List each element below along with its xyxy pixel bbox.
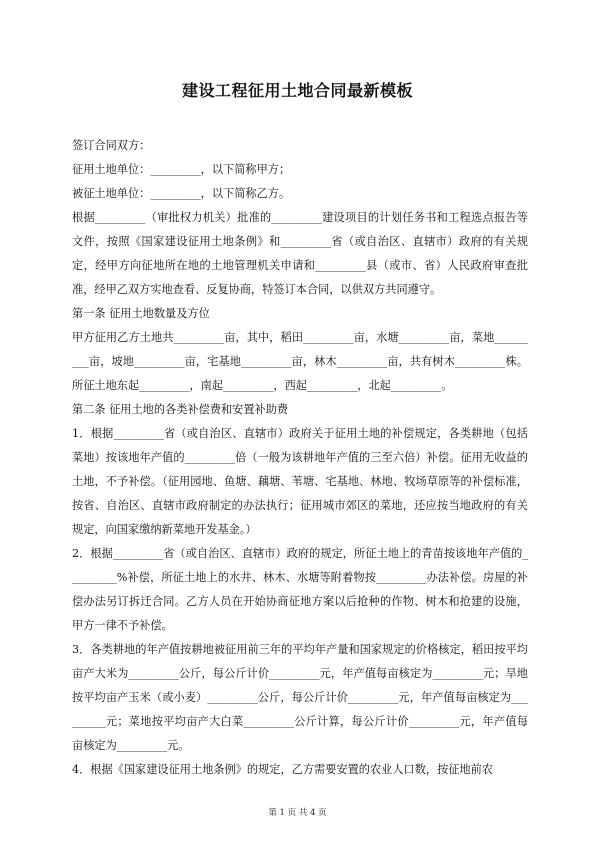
clause-3-paragraph: 3．各类耕地的年产值按耕地被征用前三年的平均年产量和国家规定的价格核定，稻田按平均亩产大米为_________公斤，每公斤计价_________元，年产值每亩核定为_________元；旱地按平均亩产玉米（或小麦）_________公斤，每公斤计价_________元，年产值每亩核定为_________元；菜地按平均亩产大白菜_________公斤计算，每公斤计价_________元，年产值每亩核定为_________元。 [72, 643, 528, 752]
preamble-paragraph: 根据_________（审批权力机关）批准的_________建设项目的计划任务书和工程选点报告等文件，按照《国家建设征用土地条例》和_________省（或自治区、直辖市）政府的有关规定，经甲方向征地所在地的土地管理机关申请和_________县（或市、省）人民政府审查批准，经甲乙双方实地查看、反复协商，特签订本合同，以供双方共同遵守。 [72, 211, 528, 296]
party-b-line: 被征土地单位：_________，以下简称乙方。 [72, 187, 291, 200]
clause-4-paragraph: 4．根据《国家建设征用土地条例》的规定，乙方需要安置的农业人口数，按征地前农 [72, 763, 494, 776]
parties-heading: 签订合同双方： [72, 139, 151, 152]
article-2-heading: 第二条 征用土地的各类补偿费和安置补助费 [72, 403, 289, 416]
article-1-paragraph: 甲方征用乙方土地共_________亩，其中，稻田_________亩，水塘_________亩，菜地_________亩，坡地_________亩，宅基地_________亩，林木_________亩，共有树木_________株。所征土地东起_________，南起_________，西起_________，北起_________。 [72, 331, 528, 392]
party-a-line: 征用土地单位：_________，以下简称甲方； [72, 163, 291, 176]
page-footer: 第 1 页 共 4 页 [268, 808, 327, 818]
document-body [72, 134, 528, 782]
document-title: 建设工程征用土地合同最新模板 [181, 81, 413, 100]
clause-2-paragraph: 2．根据_________省（或自治区、直辖市）政府的规定，所征土地上的青苗按该地年产值的_________%补偿，所征土地上的水井、林木、水塘等附着物按_________办法补偿。房屋的补偿办法另订拆迁合同。乙方人员在开始协商征地方案以后抢种的作物、树木和抢建的设施，甲方一律不予补偿。 [72, 547, 528, 632]
article-1-heading: 第一条 征用土地数量及方位 [72, 307, 210, 320]
clause-1-paragraph: 1．根据_________省（或自治区、直辖市）政府关于征用土地的补偿规定，各类耕地（包括菜地）按该地年产值的_________倍（一般为该耕地年产值的三至六倍）补偿。征用无收益的土地，不予补偿。（征用园地、鱼塘、藕塘、苇塘、宅基地、林地、牧场草原等的补偿标准，按省、自治区、直辖市政府制定的办法执行；征用城市郊区的菜地，还应按当地政府的有关规定，向国家缴纳新菜地开发基金。） [72, 427, 528, 536]
